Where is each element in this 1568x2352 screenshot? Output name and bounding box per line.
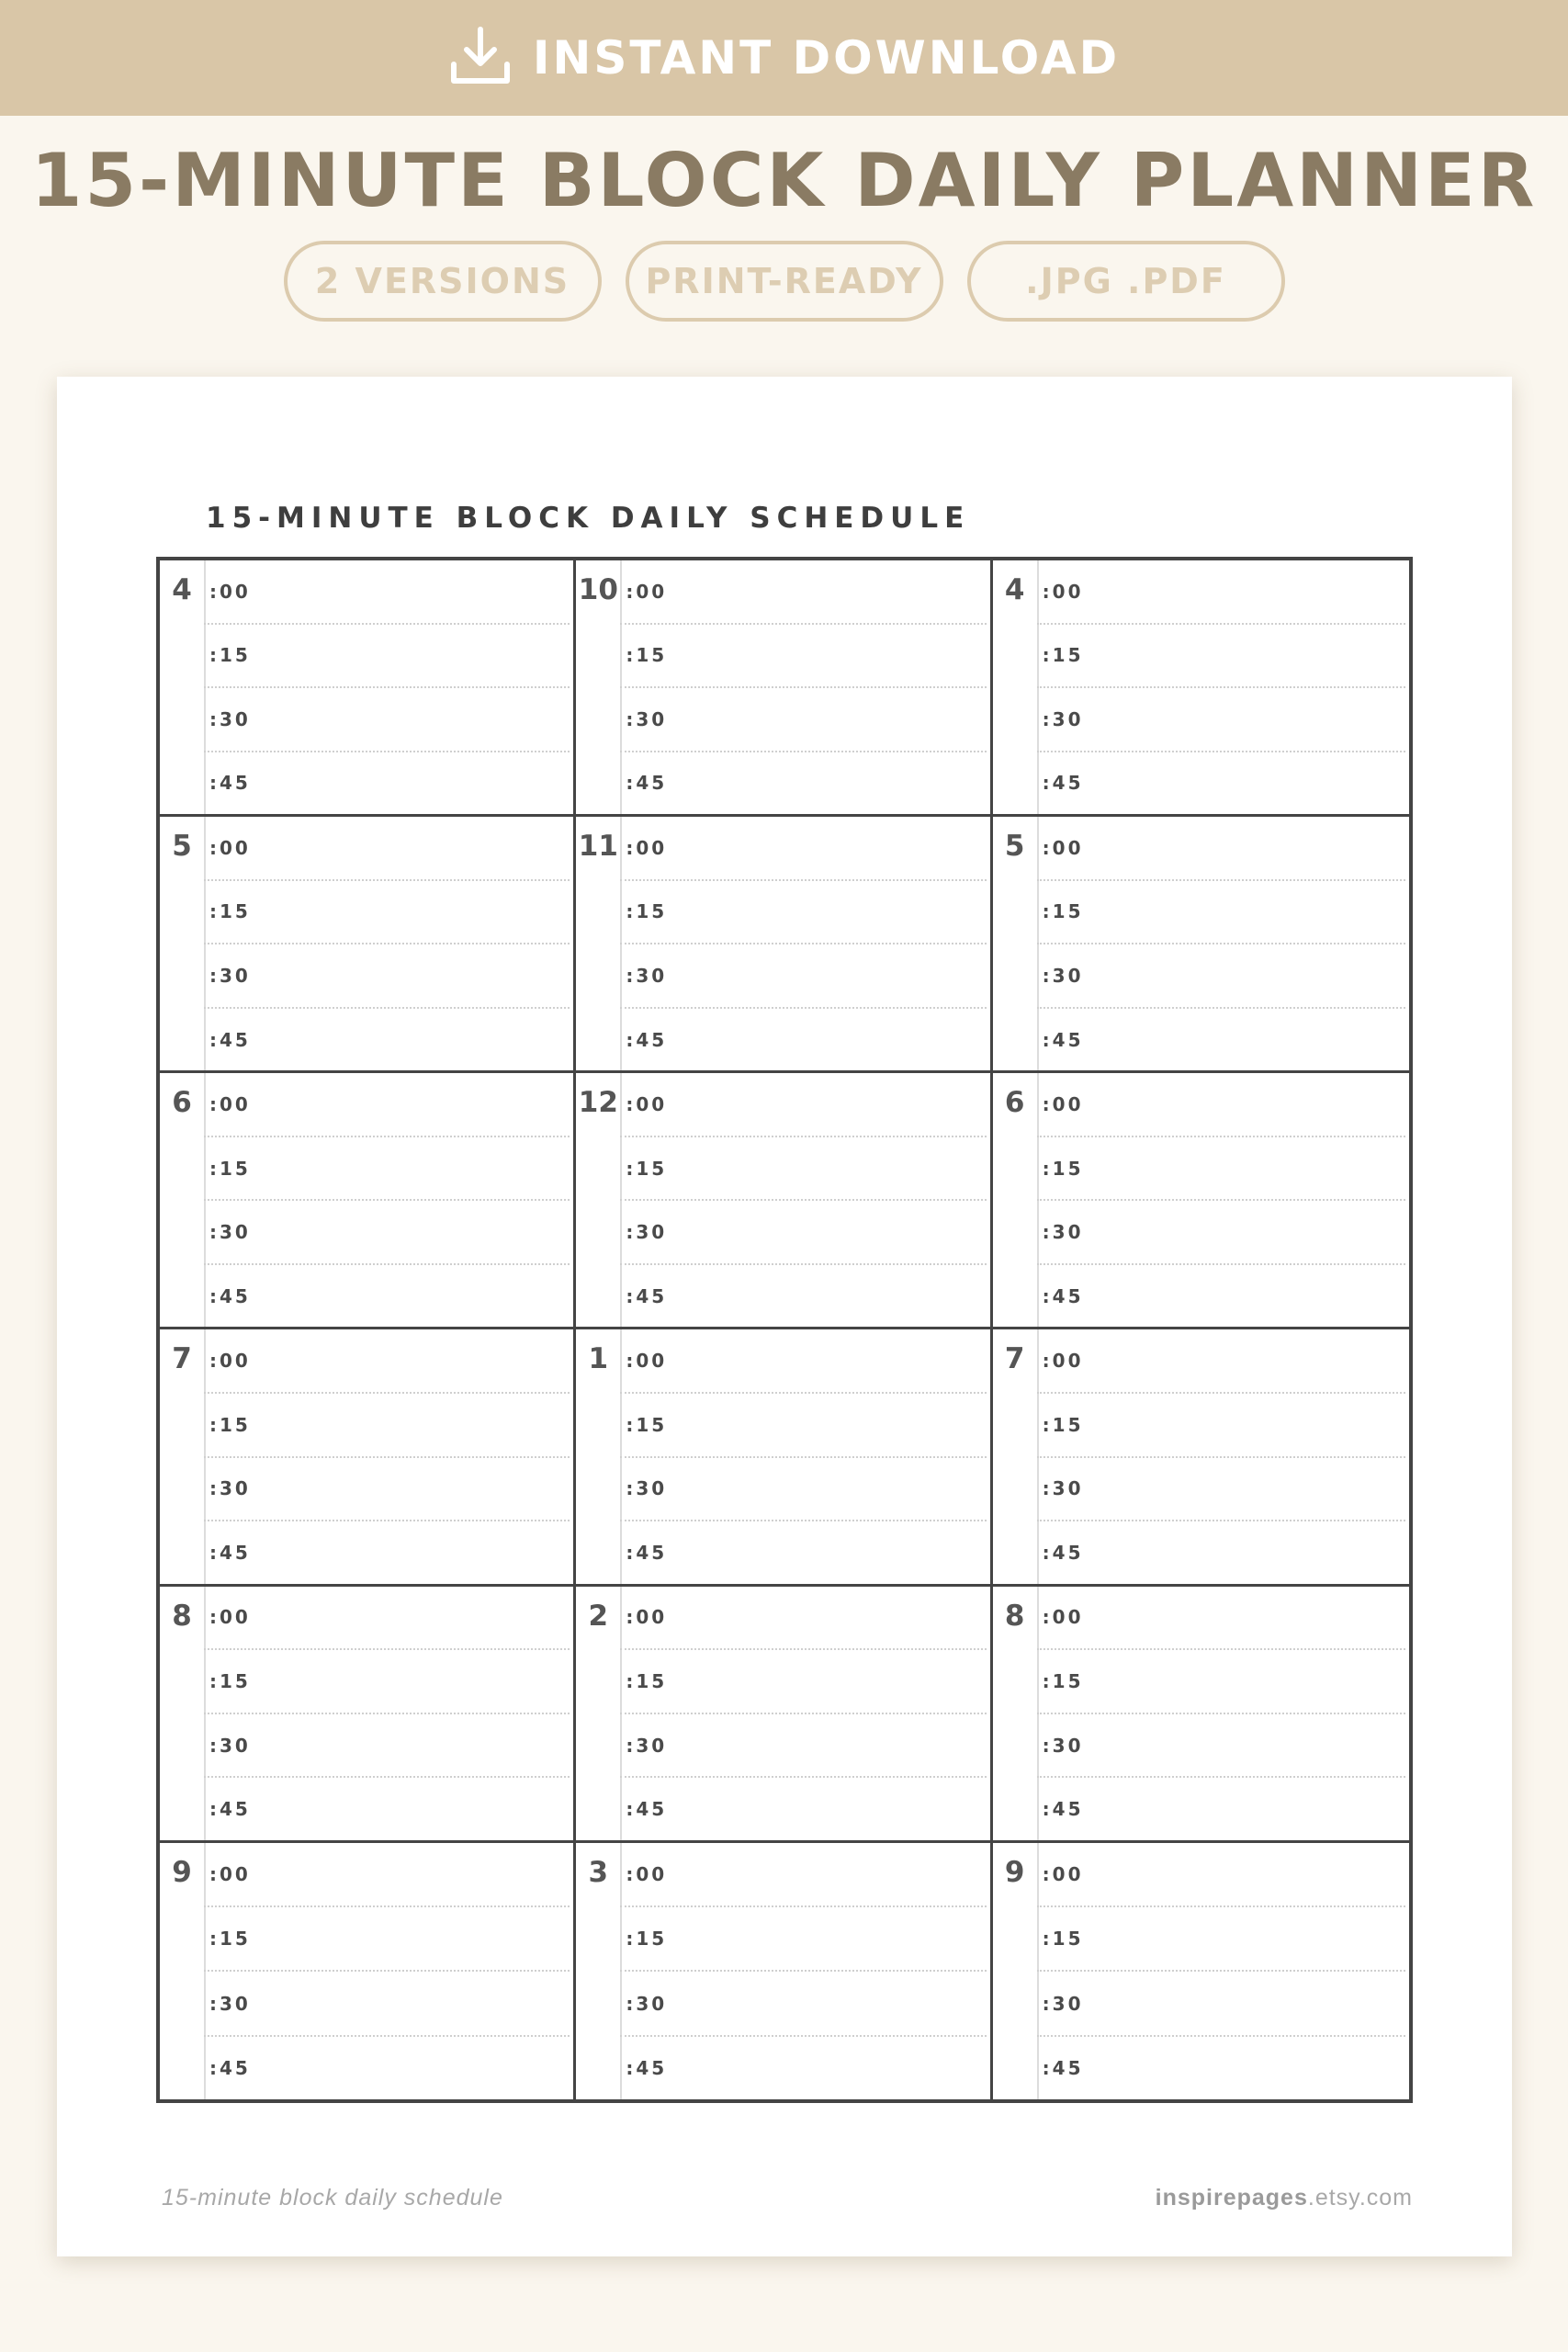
- slot-list: [620, 1587, 986, 1840]
- time-slot[interactable]: [204, 1907, 570, 1972]
- hour-block: [993, 1587, 1409, 1843]
- time-slot[interactable]: [1037, 560, 1405, 625]
- time-slot[interactable]: [620, 944, 986, 1009]
- slot-label: :15: [1042, 1669, 1084, 1692]
- shop-domain: .etsy.com: [1307, 2185, 1413, 2211]
- slot-label: :45: [626, 1284, 668, 1307]
- hour-label: 10: [578, 573, 618, 606]
- hour-block: [160, 1329, 576, 1586]
- slot-label: :45: [209, 1798, 251, 1821]
- time-slot[interactable]: [620, 1009, 986, 1071]
- hour-block: [160, 560, 576, 817]
- time-slot[interactable]: [204, 1201, 570, 1265]
- badge-formats: .JPG .PDF: [967, 241, 1285, 322]
- time-slot[interactable]: [204, 1972, 570, 2036]
- hour-block: [576, 1073, 992, 1329]
- time-slot[interactable]: [204, 752, 570, 815]
- slot-label: :15: [626, 644, 668, 667]
- download-icon: [448, 24, 533, 93]
- slot-label: :00: [1042, 1350, 1084, 1373]
- hour-label: 4: [172, 573, 192, 606]
- time-slot[interactable]: [1037, 1650, 1405, 1714]
- slot-list: [1037, 560, 1405, 814]
- hour-label: 5: [1004, 830, 1025, 864]
- page-title: 15-MINUTE BLOCK DAILY PLANNER: [30, 138, 1538, 223]
- slot-label: :30: [1042, 965, 1084, 988]
- slot-label: :00: [626, 580, 668, 603]
- time-slot[interactable]: [1037, 1394, 1405, 1458]
- time-slot[interactable]: [204, 625, 570, 689]
- hour-block: [993, 1329, 1409, 1586]
- hour-label: 7: [172, 1342, 192, 1376]
- slot-label: :00: [209, 580, 251, 603]
- time-slot[interactable]: [1037, 1265, 1405, 1328]
- schedule-grid: [156, 557, 1413, 2103]
- slot-list: [1037, 1329, 1405, 1583]
- time-slot[interactable]: [620, 1972, 986, 2036]
- time-slot[interactable]: [1037, 2037, 1405, 2099]
- time-slot[interactable]: [620, 688, 986, 752]
- hour-label: 6: [172, 1086, 192, 1120]
- slot-list: [204, 1587, 570, 1840]
- time-slot[interactable]: [1037, 1073, 1405, 1137]
- hour-label: 12: [578, 1086, 618, 1120]
- slot-label: :30: [626, 1221, 668, 1244]
- hour-label: 9: [1004, 1855, 1025, 1889]
- footer-shop-link: [1156, 2185, 1413, 2211]
- slot-list: [620, 1329, 986, 1583]
- time-slot[interactable]: [1037, 1843, 1405, 1907]
- slot-label: :45: [209, 1284, 251, 1307]
- instant-download-banner: [0, 0, 1568, 116]
- time-slot[interactable]: [620, 1201, 986, 1265]
- slot-list: [204, 1073, 570, 1327]
- slot-label: :30: [1042, 1734, 1084, 1757]
- slot-label: :15: [1042, 644, 1084, 667]
- slot-label: :45: [1042, 1028, 1084, 1051]
- time-slot[interactable]: [204, 1650, 570, 1714]
- time-slot[interactable]: [620, 1587, 986, 1651]
- time-slot[interactable]: [204, 1778, 570, 1840]
- slot-label: :30: [1042, 1992, 1084, 2015]
- time-slot[interactable]: [620, 752, 986, 815]
- slot-list: [1037, 1073, 1405, 1327]
- time-slot[interactable]: [1037, 1201, 1405, 1265]
- time-slot[interactable]: [620, 881, 986, 945]
- slot-label: :45: [626, 772, 668, 795]
- slot-label: :00: [626, 1350, 668, 1373]
- time-slot[interactable]: [620, 1714, 986, 1779]
- hour-block: [576, 560, 992, 817]
- slot-label: :15: [626, 900, 668, 923]
- slot-list: [204, 1843, 570, 2099]
- time-slot[interactable]: [1037, 1521, 1405, 1584]
- slot-label: :15: [1042, 1928, 1084, 1951]
- slot-label: :30: [626, 1992, 668, 2015]
- time-slot[interactable]: [1037, 752, 1405, 815]
- slot-label: :45: [1042, 1284, 1084, 1307]
- slot-label: :00: [1042, 580, 1084, 603]
- slot-label: :30: [209, 965, 251, 988]
- hour-block: [576, 1329, 992, 1586]
- time-slot[interactable]: [1037, 625, 1405, 689]
- slot-label: :00: [626, 1093, 668, 1116]
- time-slot[interactable]: [1037, 1137, 1405, 1202]
- hour-block: [993, 817, 1409, 1073]
- time-slot[interactable]: [620, 1265, 986, 1328]
- time-slot[interactable]: [204, 688, 570, 752]
- slot-label: :30: [626, 965, 668, 988]
- slot-label: :00: [209, 1093, 251, 1116]
- slot-label: :45: [209, 2056, 251, 2079]
- slot-label: :00: [209, 1606, 251, 1629]
- planner-sheet: [57, 377, 1512, 2256]
- slot-label: :00: [626, 836, 668, 859]
- hour-label: 11: [578, 830, 618, 864]
- slot-list: [204, 817, 570, 1070]
- slot-label: :00: [1042, 1862, 1084, 1885]
- sheet-title: 15-MINUTE BLOCK DAILY SCHEDULE: [206, 502, 971, 535]
- time-slot[interactable]: [620, 1843, 986, 1907]
- time-slot[interactable]: [1037, 1587, 1405, 1651]
- time-slot[interactable]: [1037, 1458, 1405, 1522]
- time-slot[interactable]: [204, 881, 570, 945]
- slot-label: :00: [626, 1606, 668, 1629]
- slot-label: :00: [209, 836, 251, 859]
- slot-label: :30: [626, 707, 668, 730]
- time-slot[interactable]: [204, 1009, 570, 1071]
- time-slot[interactable]: [620, 625, 986, 689]
- hour-block: [576, 1587, 992, 1843]
- time-slot[interactable]: [1037, 1907, 1405, 1972]
- time-slot[interactable]: [620, 1394, 986, 1458]
- time-slot[interactable]: [204, 1521, 570, 1584]
- time-slot[interactable]: [620, 817, 986, 881]
- slot-label: :15: [209, 1157, 251, 1180]
- time-slot[interactable]: [204, 1394, 570, 1458]
- slot-label: :30: [209, 1477, 251, 1500]
- banner-text: INSTANT DOWNLOAD: [532, 31, 1121, 85]
- time-slot[interactable]: [204, 1137, 570, 1202]
- slot-label: :45: [209, 772, 251, 795]
- slot-label: :30: [209, 1221, 251, 1244]
- time-slot[interactable]: [1037, 1972, 1405, 2036]
- slot-label: :30: [626, 1734, 668, 1757]
- slot-label: :30: [209, 707, 251, 730]
- time-slot[interactable]: [620, 1521, 986, 1584]
- time-slot[interactable]: [204, 1843, 570, 1907]
- slot-label: :45: [626, 1541, 668, 1564]
- time-slot[interactable]: [204, 1714, 570, 1779]
- badge-print-ready: PRINT-READY: [626, 241, 943, 322]
- time-slot[interactable]: [1037, 1714, 1405, 1779]
- time-slot[interactable]: [1037, 817, 1405, 881]
- slot-label: :00: [1042, 1093, 1084, 1116]
- slot-label: :30: [209, 1734, 251, 1757]
- slot-label: :00: [209, 1350, 251, 1373]
- time-slot[interactable]: [620, 560, 986, 625]
- time-slot[interactable]: [204, 944, 570, 1009]
- time-slot[interactable]: [1037, 1329, 1405, 1394]
- slot-list: [620, 817, 986, 1070]
- time-slot[interactable]: [204, 817, 570, 881]
- slot-label: :30: [626, 1477, 668, 1500]
- slot-list: [204, 1329, 570, 1583]
- time-slot[interactable]: [204, 1587, 570, 1651]
- time-slot[interactable]: [204, 1265, 570, 1328]
- slot-label: :15: [626, 1157, 668, 1180]
- slot-label: :45: [626, 1028, 668, 1051]
- time-slot[interactable]: [620, 1329, 986, 1394]
- time-slot[interactable]: [1037, 1009, 1405, 1071]
- slot-label: :00: [209, 1862, 251, 1885]
- hour-label: 8: [1004, 1599, 1025, 1633]
- slot-label: :15: [626, 1928, 668, 1951]
- time-slot[interactable]: [620, 1907, 986, 1972]
- hour-label: 1: [588, 1342, 609, 1376]
- slot-label: :45: [626, 2056, 668, 2079]
- hour-label: 7: [1004, 1342, 1025, 1376]
- slot-label: :00: [626, 1862, 668, 1885]
- slot-label: :15: [1042, 1413, 1084, 1436]
- slot-label: :45: [1042, 1541, 1084, 1564]
- time-slot[interactable]: [620, 1073, 986, 1137]
- slot-label: :45: [209, 1541, 251, 1564]
- slot-list: [1037, 817, 1405, 1070]
- slot-label: :45: [1042, 772, 1084, 795]
- hour-block: [160, 1587, 576, 1843]
- hour-block: [576, 817, 992, 1073]
- slot-label: :15: [209, 1413, 251, 1436]
- slot-label: :45: [1042, 1798, 1084, 1821]
- slot-label: :00: [1042, 836, 1084, 859]
- shop-name: inspirepages: [1155, 2185, 1308, 2211]
- slot-label: :45: [209, 1028, 251, 1051]
- hour-block: [993, 1073, 1409, 1329]
- slot-label: :30: [1042, 1221, 1084, 1244]
- time-slot[interactable]: [620, 1458, 986, 1522]
- hour-block: [993, 560, 1409, 817]
- hour-label: 3: [588, 1855, 609, 1889]
- slot-label: :15: [626, 1413, 668, 1436]
- hour-block: [993, 1843, 1409, 2099]
- hour-label: 2: [588, 1599, 609, 1633]
- hour-label: 6: [1004, 1086, 1025, 1120]
- time-slot[interactable]: [620, 1137, 986, 1202]
- slot-list: [620, 560, 986, 814]
- hour-block: [160, 1073, 576, 1329]
- time-slot[interactable]: [204, 1073, 570, 1137]
- time-slot[interactable]: [204, 1458, 570, 1522]
- hour-label: 4: [1004, 573, 1025, 606]
- slot-label: :45: [626, 1798, 668, 1821]
- time-slot[interactable]: [204, 1329, 570, 1394]
- hour-block: [160, 1843, 576, 2099]
- slot-label: :30: [1042, 707, 1084, 730]
- time-slot[interactable]: [1037, 1778, 1405, 1840]
- footer-caption: 15-minute block daily schedule: [162, 2185, 503, 2211]
- slot-label: :45: [1042, 2056, 1084, 2079]
- slot-label: :15: [209, 1928, 251, 1951]
- feature-badges: [0, 241, 1568, 322]
- slot-label: :15: [209, 1669, 251, 1692]
- slot-list: [620, 1843, 986, 2099]
- time-slot[interactable]: [620, 1650, 986, 1714]
- hour-label: 5: [172, 830, 192, 864]
- slot-label: :15: [626, 1669, 668, 1692]
- slot-list: [1037, 1843, 1405, 2099]
- time-slot[interactable]: [204, 2037, 570, 2099]
- time-slot[interactable]: [1037, 881, 1405, 945]
- hour-block: [160, 817, 576, 1073]
- slot-label: :30: [209, 1992, 251, 2015]
- hour-label: 9: [172, 1855, 192, 1889]
- hour-block: [576, 1843, 992, 2099]
- slot-label: :30: [1042, 1477, 1084, 1500]
- slot-label: :15: [1042, 900, 1084, 923]
- time-slot[interactable]: [620, 1778, 986, 1840]
- slot-label: :15: [209, 644, 251, 667]
- slot-label: :00: [1042, 1606, 1084, 1629]
- badge-versions: 2 VERSIONS: [284, 241, 602, 322]
- slot-list: [620, 1073, 986, 1327]
- hour-label: 8: [172, 1599, 192, 1633]
- slot-label: :15: [1042, 1157, 1084, 1180]
- time-slot[interactable]: [1037, 944, 1405, 1009]
- slot-list: [1037, 1587, 1405, 1840]
- slot-label: :15: [209, 900, 251, 923]
- slot-list: [204, 560, 570, 814]
- time-slot[interactable]: [1037, 688, 1405, 752]
- time-slot[interactable]: [204, 560, 570, 625]
- time-slot[interactable]: [620, 2037, 986, 2099]
